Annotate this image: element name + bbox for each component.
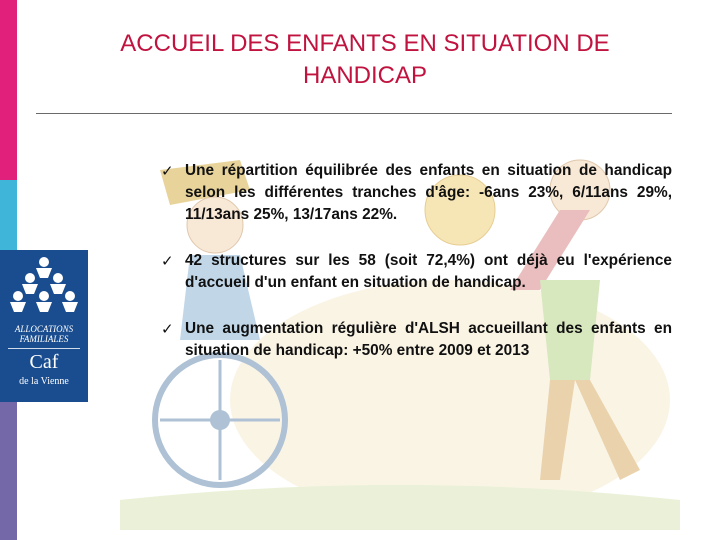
side-stripe-pink bbox=[0, 0, 17, 180]
slide-title-line-2: HANDICAP bbox=[302, 62, 428, 89]
logo-allocations-text: ALLOCATIONS bbox=[14, 324, 74, 334]
bullet-text: 42 structures sur les 58 (soit 72,4%) ont déjà eu l'expérience d'accueil d'un enfant en situation de handicap. bbox=[185, 252, 672, 291]
logo-caf-text: Caf bbox=[29, 351, 59, 373]
slide-title-line-1: ACCUEIL DES ENFANTS EN SITUATION DE bbox=[120, 30, 610, 57]
bullet-item bbox=[160, 160, 672, 226]
bullet-item bbox=[160, 318, 672, 362]
check-icon: ✓ bbox=[161, 320, 174, 338]
family-figures-icon bbox=[8, 256, 80, 322]
bullet-text: Une augmentation régulière d'ALSH accueillant des enfants en situation de handicap: +50% entre 2009 et 2013 bbox=[185, 320, 672, 359]
slide-title bbox=[60, 28, 670, 92]
side-stripe-purple bbox=[0, 402, 17, 540]
bullet-list bbox=[160, 160, 672, 386]
check-icon: ✓ bbox=[161, 252, 174, 270]
side-stripe-cyan bbox=[0, 180, 17, 250]
bullet-item bbox=[160, 250, 672, 294]
caf-logo bbox=[0, 250, 88, 402]
logo-familiales-text: FAMILIALES bbox=[19, 334, 69, 344]
check-icon: ✓ bbox=[161, 162, 174, 180]
logo-region-text: de la Vienne bbox=[19, 376, 69, 387]
bullet-text: Une répartition équilibrée des enfants en situation de handicap selon les différentes tranches d'âge: -6ans 23%, 6/11ans 29%, 11/13ans 25%, 13/17ans 22%. bbox=[185, 162, 672, 223]
title-divider bbox=[36, 113, 672, 114]
logo-divider bbox=[8, 348, 80, 349]
